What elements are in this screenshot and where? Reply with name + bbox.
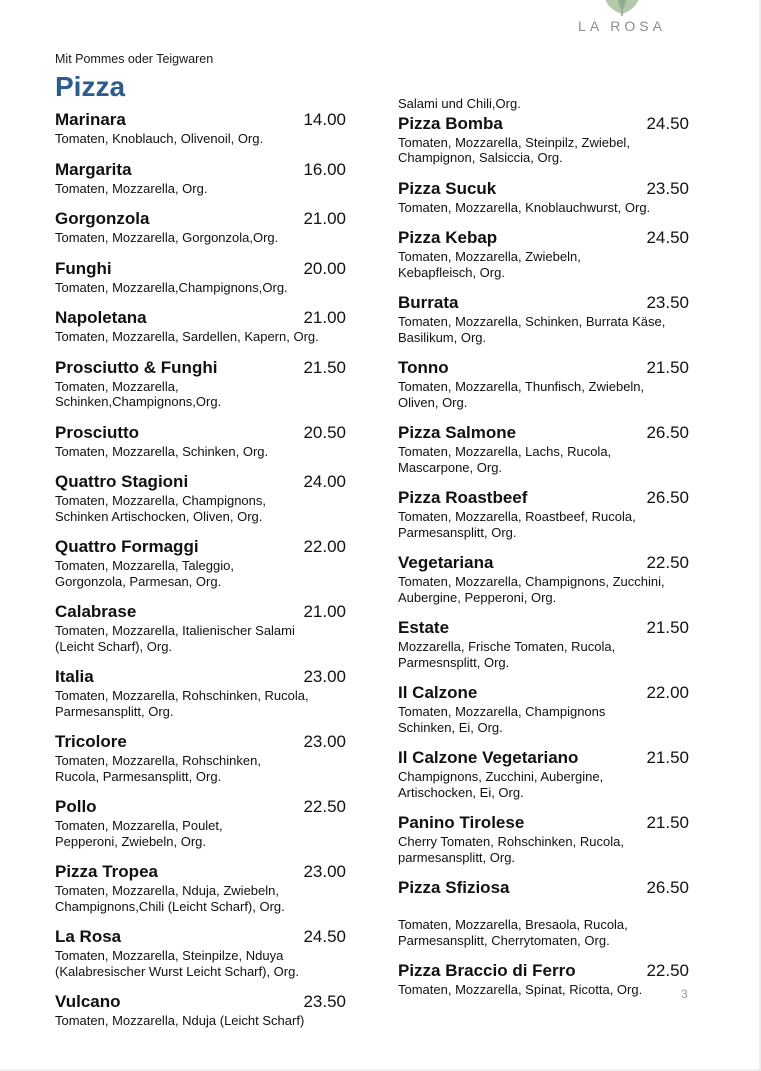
description-line: Champignon, Salsiccia, Org.	[398, 150, 563, 165]
description-line: Gorgonzola, Parmesan, Org.	[55, 573, 222, 589]
menu-item	[55, 110, 346, 147]
menu-item-description	[55, 883, 346, 914]
menu-content	[55, 52, 689, 1042]
menu-item-header	[398, 179, 689, 199]
menu-item-price: 22.00	[646, 683, 689, 702]
menu-item-description	[55, 280, 346, 296]
description-line: Tomaten, Mozzarella, Champignons, Zucchini,	[398, 574, 665, 589]
menu-item-header	[55, 797, 346, 817]
menu-item-price: 22.00	[303, 537, 346, 556]
menu-item-name: Pizza Roastbeef	[398, 488, 528, 507]
menu-item-price: 24.50	[303, 927, 346, 946]
menu-item-header	[55, 537, 346, 557]
menu-item-name: Pizza Salmone	[398, 423, 517, 442]
menu-item-description	[398, 314, 689, 345]
description-line: Tomaten, Mozzarella, Spinat, Ricotta, Org.	[398, 982, 643, 997]
description-line: parmesansplitt, Org.	[398, 849, 516, 865]
description-line: Parmesansplitt, Org.	[398, 524, 517, 540]
menu-item-header	[55, 259, 346, 279]
description-line: (Kalabresischer Wurst Leicht Scharf), Org.	[55, 963, 299, 979]
menu-item-header	[55, 358, 346, 378]
menu-item	[55, 537, 346, 589]
menu-item-name: Pizza Tropea	[55, 862, 158, 881]
menu-item-description	[398, 769, 689, 800]
description-line: Champignons, Zucchini, Aubergine,	[398, 769, 604, 784]
menu-item-header	[398, 114, 689, 134]
menu-item-name: Pollo	[55, 797, 97, 816]
menu-item-description	[398, 639, 689, 670]
menu-item	[398, 683, 689, 735]
menu-item-name: Napoletana	[55, 308, 147, 327]
menu-item-name: Estate	[398, 618, 450, 637]
menu-item-description	[55, 131, 346, 147]
menu-item-description	[398, 834, 689, 865]
description-line: Parmesnsplitt, Org.	[398, 654, 510, 670]
menu-item	[398, 618, 689, 670]
menu-item-description	[55, 818, 346, 849]
menu-item-price: 26.50	[646, 878, 689, 897]
menu-item-name: Pizza Kebap	[398, 228, 498, 247]
menu-item	[398, 114, 689, 166]
description-line: Tomaten, Mozzarella, Org.	[55, 180, 208, 196]
menu-item	[398, 961, 689, 998]
menu-item-name: Pizza Bomba	[398, 113, 503, 133]
menu-item-header	[398, 813, 689, 833]
menu-item	[398, 228, 689, 280]
menu-item-header	[398, 878, 689, 898]
menu-item-header	[55, 472, 346, 492]
menu-item-name: Marinara	[55, 110, 126, 129]
menu-item	[55, 992, 346, 1029]
menu-item-name: La Rosa	[55, 927, 122, 946]
description-line: Mozzarella, Frische Tomaten, Rucola,	[398, 639, 616, 654]
menu-item	[55, 797, 346, 849]
menu-item-description	[55, 230, 346, 246]
menu-item-price: 23.00	[303, 667, 346, 686]
menu-item	[55, 667, 346, 719]
menu-item	[398, 813, 689, 865]
menu-column-left	[55, 52, 346, 1042]
menu-item	[55, 732, 346, 784]
description-line: Tomaten, Mozzarella, Schinken,Champignons,Org.	[55, 378, 222, 409]
menu-item-price: 26.50	[646, 423, 689, 442]
section-title: Pizza	[55, 71, 126, 102]
description-line: Tomaten, Mozzarella, Lachs, Rucola,	[398, 444, 612, 459]
description-line: Schinken, Ei, Org.	[398, 719, 503, 735]
menu-item-header	[398, 293, 689, 313]
description-line: Tomaten, Mozzarella, Nduja, Zwiebeln,	[55, 883, 279, 898]
menu-item-header	[398, 618, 689, 638]
menu-item-description	[398, 982, 689, 998]
menu-item-price: 21.00	[303, 602, 346, 621]
menu-item-price: 22.50	[303, 797, 346, 816]
menu-item-name: Pizza Sucuk	[398, 178, 497, 198]
menu-item-description	[398, 200, 689, 216]
menu-item-name: Funghi	[55, 258, 112, 278]
leaf-logo-icon	[557, 0, 687, 17]
menu-item	[398, 553, 689, 605]
description-line: Pepperoni, Zwiebeln, Org.	[55, 833, 207, 849]
description-line: Tomaten, Mozzarella, Rohschinken, Rucola,	[55, 688, 309, 703]
menu-item	[398, 878, 689, 948]
menu-item-price: 20.50	[303, 422, 346, 442]
menu-item-price: 21.50	[646, 358, 689, 377]
menu-column-right	[398, 52, 689, 1042]
description-line: Basilikum, Org.	[398, 329, 487, 345]
description-line: Schinken Artischocken, Oliven, Org.	[55, 508, 263, 524]
menu-item-description	[55, 444, 346, 460]
description-line: Parmesansplitt, Cherrytomaten, Org.	[398, 932, 610, 948]
description-line: Mascarpone, Org.	[398, 459, 503, 475]
description-line: Tomaten, Mozzarella, Schinken, Burrata Käse,	[398, 314, 666, 329]
menu-item-description	[55, 623, 346, 654]
menu-item	[55, 927, 346, 979]
menu-item-name: Burrata	[398, 293, 459, 312]
menu-item-header	[398, 358, 689, 378]
menu-item-name: Panino Tirolese	[398, 813, 525, 832]
menu-item-name: Pizza Sfiziosa	[398, 878, 510, 897]
description-line: Tomaten, Mozzarella, Gorgonzola,Org.	[55, 230, 279, 245]
description-line: Tomaten, Mozzarella, Knoblauchwurst, Org.	[398, 199, 651, 215]
description-line: Tomaten, Mozzarella, Rohschinken,	[55, 753, 261, 768]
menu-item-price: 24.50	[646, 228, 689, 247]
menu-item-name: Pizza Braccio di Ferro	[398, 961, 576, 980]
menu-item-description	[55, 753, 346, 784]
menu-item-header	[55, 308, 346, 328]
menu-item-description	[55, 688, 346, 719]
menu-item-header	[55, 992, 346, 1012]
menu-item-price: 22.50	[646, 553, 689, 572]
description-line: Rucola, Parmesansplitt, Org.	[55, 768, 222, 784]
menu-item-name: Vulcano	[55, 992, 121, 1011]
menu-item-price: 26.50	[646, 488, 689, 507]
description-line: Tomaten, Mozzarella, Zwiebeln,	[398, 249, 581, 264]
menu-item	[55, 259, 346, 296]
menu-item	[398, 423, 689, 475]
menu-item	[55, 358, 346, 410]
description-line: Oliven, Org.	[398, 394, 468, 410]
menu-item-header	[398, 553, 689, 573]
description-line: Tomaten, Mozzarella, Roastbeef, Rucola,	[398, 509, 636, 524]
menu-item-name: Italia	[55, 667, 94, 686]
menu-item	[398, 748, 689, 800]
menu-item	[398, 488, 689, 540]
description-line: Tomaten, Mozzarella, Champignons,	[55, 493, 266, 508]
description-line: Kebapfleisch, Org.	[398, 264, 505, 280]
menu-note: Mit Pommes oder Teigwaren	[55, 52, 214, 66]
menu-item-price: 23.00	[303, 862, 346, 881]
description-line: Champignons,Chili (Leicht Scharf), Org.	[55, 898, 285, 914]
menu-item-header	[398, 748, 689, 768]
menu-item	[55, 862, 346, 914]
menu-item	[398, 358, 689, 410]
menu-item	[55, 160, 346, 197]
menu-item-description	[55, 379, 346, 410]
description-line: Tomaten, Mozzarella, Steinpilz, Zwiebel,	[398, 134, 630, 150]
description-line: Tomaten, Mozzarella, Steinpilze, Nduya	[55, 948, 284, 963]
menu-item	[398, 293, 689, 345]
description-line: Cherry Tomaten, Rohschinken, Rucola,	[398, 834, 624, 849]
menu-item-description	[55, 1013, 346, 1029]
menu-item-header	[55, 862, 346, 882]
menu-item-header	[398, 228, 689, 248]
menu-item-price: 20.00	[303, 258, 346, 278]
menu-item-price: 21.50	[646, 813, 689, 832]
menu-item-price: 22.50	[646, 961, 689, 980]
description-line: Tomaten, Knoblauch, Olivenoil, Org.	[55, 131, 264, 146]
menu-item-description	[398, 444, 689, 475]
description-line: Tomaten, Mozzarella, Nduja (Leicht Scharf)	[55, 1013, 305, 1028]
menu-item	[55, 472, 346, 524]
menu-item-description	[398, 135, 689, 166]
menu-item-description	[55, 181, 346, 197]
menu-item-header	[55, 927, 346, 947]
menu-item-name: Il Calzone Vegetariano	[398, 748, 579, 767]
menu-item-description	[55, 493, 346, 524]
menu-item-price: 23.50	[646, 293, 689, 312]
menu-item-description	[55, 948, 346, 979]
menu-item-name: Margarita	[55, 159, 132, 179]
restaurant-logo	[557, 0, 687, 34]
description-line: Tomaten, Mozzarella, Thunfisch, Zwiebeln,	[398, 379, 645, 394]
menu-item-price: 23.00	[303, 732, 346, 751]
menu-item-header	[398, 961, 689, 981]
menu-item-header	[55, 209, 346, 229]
menu-item-price: 16.00	[303, 159, 346, 179]
logo-text: LA ROSA	[578, 18, 666, 34]
menu-item-price: 21.50	[303, 357, 346, 377]
menu-item	[398, 179, 689, 216]
menu-item-name: Prosciutto	[55, 422, 140, 442]
description-line: Tomaten, Mozzarella,Champignons,Org.	[55, 279, 288, 295]
menu-item-header	[55, 160, 346, 180]
menu-item-description	[398, 509, 689, 540]
menu-item-name: Quattro Stagioni	[55, 472, 189, 491]
description-line: Tomaten, Mozzarella, Poulet,	[55, 818, 223, 833]
description-line: Aubergine, Pepperoni, Org.	[398, 589, 557, 605]
menu-item-header	[55, 667, 346, 687]
menu-item-name: Gorgonzola	[55, 209, 150, 228]
menu-item-header	[55, 110, 346, 130]
description-line: Tomaten, Mozzarella, Taleggio,	[55, 558, 234, 573]
menu-item	[55, 602, 346, 654]
menu-item-header	[398, 683, 689, 703]
description-line: Tomaten, Mozzarella, Sardellen, Kapern, Org.	[55, 329, 319, 344]
description-line: Tomaten, Mozzarella, Bresaola, Rucola,	[398, 917, 628, 932]
description-line: Tomaten, Mozzarella, Champignons	[398, 704, 606, 719]
menu-item-price: 21.50	[646, 618, 689, 637]
menu-item	[55, 308, 346, 345]
menu-item-name: Vegetariana	[398, 553, 494, 572]
menu-item-description	[398, 379, 689, 410]
menu-item-name: Tonno	[398, 358, 449, 377]
menu-item-name: Quattro Formaggi	[55, 537, 199, 556]
menu-item-price: 21.00	[303, 308, 346, 327]
menu-item-name: Calabrase	[55, 602, 137, 621]
description-line: (Leicht Scharf), Org.	[55, 638, 173, 654]
description-line: Tomaten, Mozzarella, Italienischer Salami	[55, 623, 295, 638]
description-line: Tomaten, Mozzarella, Schinken, Org.	[55, 443, 269, 459]
menu-item	[55, 423, 346, 460]
menu-item-description	[398, 917, 689, 948]
menu-item-header	[55, 602, 346, 622]
menu-item-price: 21.00	[303, 209, 346, 228]
description-line: Parmesansplitt, Org.	[55, 703, 174, 719]
menu-item-name: Tricolore	[55, 732, 127, 751]
menu-item-price: 21.50	[646, 748, 689, 767]
carryover-description-line: Salami und Chili,Org.	[398, 96, 521, 111]
menu-item-name: Il Calzone	[398, 683, 478, 702]
menu-item-header	[398, 423, 689, 443]
page-number: 3	[681, 987, 688, 1001]
menu-item-description	[398, 574, 689, 605]
menu-item-price: 24.00	[303, 472, 346, 491]
menu-item-header	[398, 488, 689, 508]
menu-item-description	[55, 329, 346, 345]
menu-item-description	[55, 558, 346, 589]
menu-item-description	[398, 249, 689, 280]
menu-item-header	[55, 732, 346, 752]
menu-item-price: 24.50	[646, 113, 689, 133]
menu-item-description	[398, 704, 689, 735]
menu-item-header	[55, 423, 346, 443]
menu-item-name: Prosciutto & Funghi	[55, 357, 218, 377]
description-line: Artischocken, Ei, Org.	[398, 784, 524, 800]
menu-item	[55, 209, 346, 246]
menu-item-price: 14.00	[303, 110, 346, 129]
menu-item-price: 23.50	[303, 992, 346, 1011]
menu-item-price: 23.50	[646, 178, 689, 198]
